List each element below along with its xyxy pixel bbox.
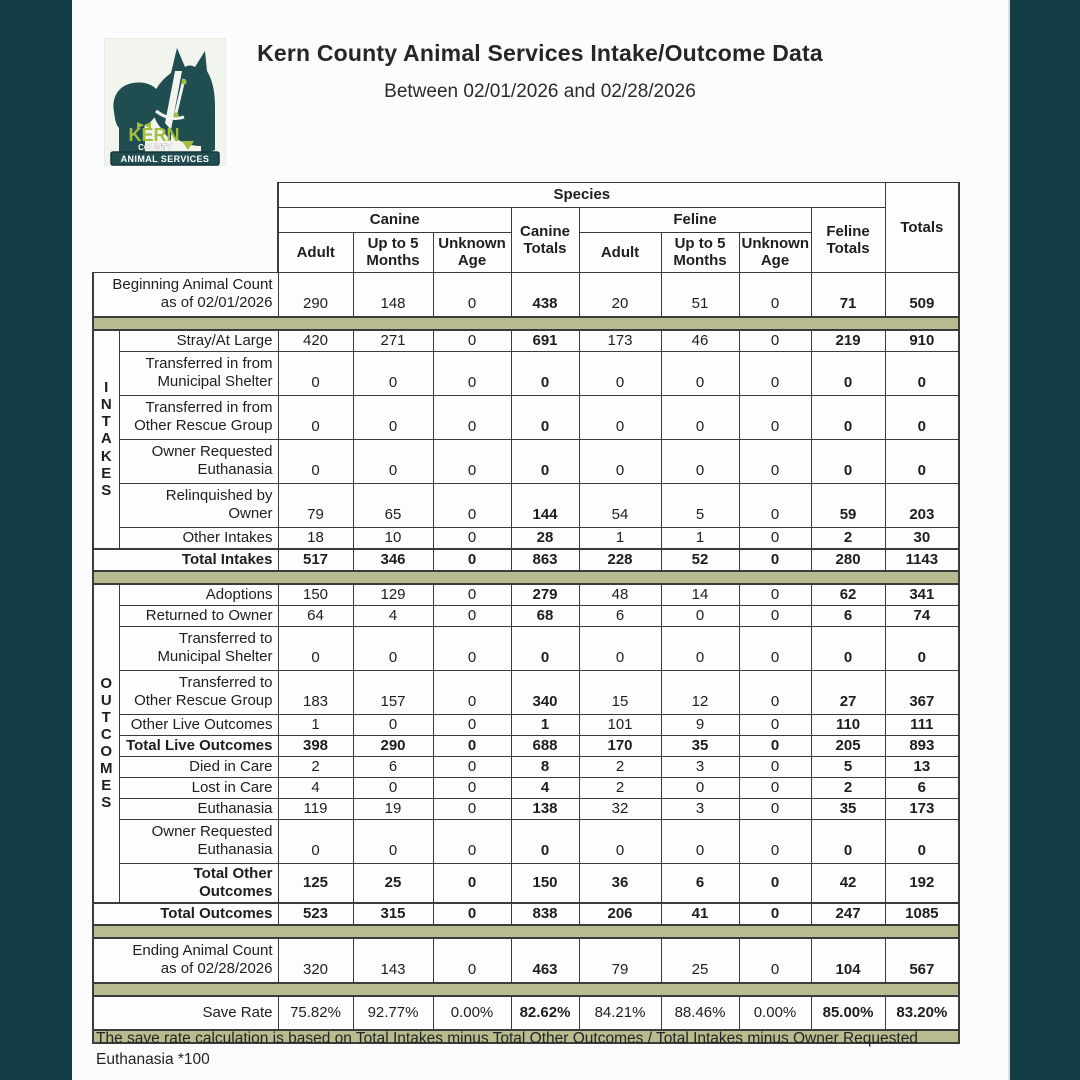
table-row	[93, 626, 959, 670]
value-cell: 183	[278, 670, 353, 714]
table-row	[93, 756, 959, 777]
value-cell: 111	[885, 714, 959, 735]
value-cell: 32	[579, 798, 661, 819]
table-row	[93, 549, 959, 571]
value-cell: 509	[885, 272, 959, 317]
value-cell: 0	[739, 272, 811, 317]
feline-up-to-5-months-header: Up to 5 Months	[661, 233, 739, 273]
value-cell: 41	[661, 903, 739, 925]
value-cell: 1143	[885, 549, 959, 571]
row-label: Transferred in from Municipal Shelter	[119, 351, 278, 395]
value-cell: 62	[811, 584, 885, 606]
value-cell: 0	[739, 670, 811, 714]
header-spacer	[93, 208, 278, 233]
value-cell: 0	[433, 351, 511, 395]
value-cell: 42	[811, 863, 885, 903]
value-cell: 6	[579, 605, 661, 626]
value-cell: 88.46%	[661, 996, 739, 1030]
value-cell: 0	[433, 527, 511, 549]
feline-adult-header: Adult	[579, 233, 661, 273]
value-cell: 219	[811, 330, 885, 352]
value-cell: 0	[579, 626, 661, 670]
table-row	[93, 714, 959, 735]
value-cell: 157	[353, 670, 433, 714]
value-cell: 6	[811, 605, 885, 626]
canine-adult-header: Adult	[278, 233, 353, 273]
header-spacer	[93, 233, 278, 273]
value-cell: 125	[278, 863, 353, 903]
canine-unknown-age-header: Unknown Age	[433, 233, 511, 273]
value-cell: 567	[885, 938, 959, 983]
row-label: Owner Requested Euthanasia	[119, 439, 278, 483]
value-cell: 1	[579, 527, 661, 549]
value-cell: 0	[433, 549, 511, 571]
value-cell: 19	[353, 798, 433, 819]
table-row	[93, 903, 959, 925]
value-cell: 0	[739, 735, 811, 756]
canine-header: Canine	[278, 208, 511, 233]
table-row	[93, 863, 959, 903]
value-cell: 148	[353, 272, 433, 317]
row-label: Transferred to Other Rescue Group	[119, 670, 278, 714]
intake-outcome-table	[92, 182, 960, 1044]
value-cell: 25	[661, 938, 739, 983]
value-cell: 48	[579, 584, 661, 606]
value-cell: 20	[579, 272, 661, 317]
header-spacer	[93, 183, 278, 208]
value-cell: 0	[885, 626, 959, 670]
value-cell: 14	[661, 584, 739, 606]
value-cell: 4	[511, 777, 579, 798]
table-row	[93, 996, 959, 1030]
value-cell: 0	[579, 395, 661, 439]
value-cell: 51	[661, 272, 739, 317]
value-cell: 0	[353, 395, 433, 439]
value-cell: 0	[661, 351, 739, 395]
value-cell: 0	[885, 439, 959, 483]
value-cell: 0	[739, 903, 811, 925]
row-label: Lost in Care	[119, 777, 278, 798]
value-cell: 5	[811, 756, 885, 777]
table-row	[93, 819, 959, 863]
value-cell: 838	[511, 903, 579, 925]
value-cell: 0	[353, 439, 433, 483]
value-cell: 15	[579, 670, 661, 714]
logo-county-text: COUNTY	[138, 143, 172, 152]
value-cell: 0	[433, 439, 511, 483]
value-cell: 0	[885, 819, 959, 863]
row-label: Relinquished by Owner	[119, 483, 278, 527]
value-cell: 2	[811, 777, 885, 798]
value-cell: 0	[661, 626, 739, 670]
value-cell: 170	[579, 735, 661, 756]
value-cell: 0	[739, 714, 811, 735]
value-cell: 0	[433, 395, 511, 439]
value-cell: 3	[661, 798, 739, 819]
value-cell: 0	[661, 439, 739, 483]
row-label: Euthanasia	[119, 798, 278, 819]
value-cell: 36	[579, 863, 661, 903]
value-cell: 0	[511, 351, 579, 395]
value-cell: 6	[885, 777, 959, 798]
value-cell: 0	[353, 819, 433, 863]
table-body	[93, 272, 959, 1043]
value-cell: 35	[811, 798, 885, 819]
value-cell: 0	[579, 819, 661, 863]
value-cell: 82.62%	[511, 996, 579, 1030]
value-cell: 0	[739, 395, 811, 439]
value-cell: 0	[433, 903, 511, 925]
section-separator-bar	[93, 571, 959, 584]
value-cell: 0	[739, 777, 811, 798]
value-cell: 144	[511, 483, 579, 527]
table-row	[93, 330, 959, 352]
value-cell: 691	[511, 330, 579, 352]
table-header	[93, 183, 959, 273]
value-cell: 0	[661, 605, 739, 626]
value-cell: 271	[353, 330, 433, 352]
value-cell: 0	[811, 395, 885, 439]
value-cell: 0	[278, 819, 353, 863]
section-label-outcomes: O U T C O M E S	[93, 584, 119, 903]
value-cell: 0	[278, 351, 353, 395]
value-cell: 104	[811, 938, 885, 983]
value-cell: 0	[885, 351, 959, 395]
value-cell: 0	[739, 330, 811, 352]
value-cell: 290	[278, 272, 353, 317]
canine-up-to-5-months-header: Up to 5 Months	[353, 233, 433, 273]
value-cell: 863	[511, 549, 579, 571]
value-cell: 0	[278, 439, 353, 483]
value-cell: 398	[278, 735, 353, 756]
value-cell: 0	[433, 777, 511, 798]
value-cell: 0	[739, 483, 811, 527]
totals-header: Totals	[885, 183, 959, 273]
value-cell: 0	[278, 395, 353, 439]
value-cell: 101	[579, 714, 661, 735]
value-cell: 71	[811, 272, 885, 317]
value-cell: 0	[739, 756, 811, 777]
value-cell: 0	[739, 605, 811, 626]
row-label: Total Outcomes	[93, 903, 278, 925]
table-row	[93, 605, 959, 626]
row-label: Died in Care	[119, 756, 278, 777]
value-cell: 280	[811, 549, 885, 571]
value-cell: 0	[353, 777, 433, 798]
value-cell: 64	[278, 605, 353, 626]
value-cell: 129	[353, 584, 433, 606]
value-cell: 0	[811, 439, 885, 483]
value-cell: 150	[278, 584, 353, 606]
value-cell: 192	[885, 863, 959, 903]
value-cell: 2	[278, 756, 353, 777]
document-header	[72, 40, 1008, 103]
value-cell: 27	[811, 670, 885, 714]
value-cell: 83.20%	[885, 996, 959, 1030]
save-rate-footnote: The save rate calculation is based on Total Intakes minus Total Other Outcomes / Total Intakes minus Owner Requested Euthanasia *100	[96, 1029, 918, 1069]
row-label: Transferred to Municipal Shelter	[119, 626, 278, 670]
value-cell: 0	[433, 626, 511, 670]
value-cell: 173	[579, 330, 661, 352]
table-row	[93, 351, 959, 395]
value-cell: 0	[433, 735, 511, 756]
value-cell: 463	[511, 938, 579, 983]
value-cell: 0	[739, 938, 811, 983]
value-cell: 0	[433, 584, 511, 606]
table-row	[93, 439, 959, 483]
value-cell: 0	[353, 714, 433, 735]
value-cell: 0	[811, 351, 885, 395]
logo-kern-text: KERN	[128, 125, 180, 145]
value-cell: 0	[433, 605, 511, 626]
row-label: Returned to Owner	[119, 605, 278, 626]
value-cell: 25	[353, 863, 433, 903]
table-row	[93, 735, 959, 756]
table-row	[93, 798, 959, 819]
value-cell: 0	[661, 777, 739, 798]
canine-totals-header: Canine Totals	[511, 208, 579, 273]
value-cell: 0	[353, 351, 433, 395]
value-cell: 0	[739, 527, 811, 549]
value-cell: 173	[885, 798, 959, 819]
row-label: Total Other Outcomes	[119, 863, 278, 903]
value-cell: 0	[433, 483, 511, 527]
value-cell: 46	[661, 330, 739, 352]
value-cell: 0	[579, 351, 661, 395]
value-cell: 0	[433, 670, 511, 714]
row-label: Total Intakes	[93, 549, 278, 571]
value-cell: 0	[433, 938, 511, 983]
value-cell: 119	[278, 798, 353, 819]
value-cell: 5	[661, 483, 739, 527]
value-cell: 6	[353, 756, 433, 777]
value-cell: 2	[579, 756, 661, 777]
value-cell: 1	[278, 714, 353, 735]
value-cell: 0	[278, 626, 353, 670]
table-row	[93, 938, 959, 983]
row-label: Other Intakes	[119, 527, 278, 549]
value-cell: 0	[811, 819, 885, 863]
value-cell: 79	[579, 938, 661, 983]
section-label-intakes: I N T A K E S	[93, 330, 119, 549]
page-title: Kern County Animal Services Intake/Outcome Data	[257, 40, 823, 66]
row-label: Transferred in from Other Rescue Group	[119, 395, 278, 439]
value-cell: 247	[811, 903, 885, 925]
value-cell: 517	[278, 549, 353, 571]
value-cell: 320	[278, 938, 353, 983]
value-cell: 0	[739, 439, 811, 483]
value-cell: 110	[811, 714, 885, 735]
value-cell: 150	[511, 863, 579, 903]
value-cell: 688	[511, 735, 579, 756]
halter-dot	[173, 112, 178, 117]
value-cell: 138	[511, 798, 579, 819]
value-cell: 367	[885, 670, 959, 714]
feline-totals-header: Feline Totals	[811, 208, 885, 273]
value-cell: 0	[433, 330, 511, 352]
value-cell: 0	[511, 819, 579, 863]
feline-header: Feline	[579, 208, 811, 233]
value-cell: 9	[661, 714, 739, 735]
value-cell: 203	[885, 483, 959, 527]
value-cell: 0	[433, 714, 511, 735]
table-row	[93, 670, 959, 714]
value-cell: 910	[885, 330, 959, 352]
value-cell: 79	[278, 483, 353, 527]
date-range-subtitle: Between 02/01/2026 and 02/28/2026	[384, 81, 696, 102]
value-cell: 1085	[885, 903, 959, 925]
value-cell: 346	[353, 549, 433, 571]
value-cell: 1	[661, 527, 739, 549]
value-cell: 0	[811, 626, 885, 670]
value-cell: 290	[353, 735, 433, 756]
row-label: Ending Animal Count as of 02/28/2026	[93, 938, 278, 983]
table-row	[93, 272, 959, 317]
value-cell: 0	[739, 863, 811, 903]
value-cell: 205	[811, 735, 885, 756]
value-cell: 0	[511, 395, 579, 439]
value-cell: 13	[885, 756, 959, 777]
value-cell: 438	[511, 272, 579, 317]
value-cell: 0	[433, 863, 511, 903]
value-cell: 92.77%	[353, 996, 433, 1030]
value-cell: 315	[353, 903, 433, 925]
value-cell: 84.21%	[579, 996, 661, 1030]
value-cell: 228	[579, 549, 661, 571]
value-cell: 0	[739, 798, 811, 819]
value-cell: 143	[353, 938, 433, 983]
value-cell: 523	[278, 903, 353, 925]
value-cell: 206	[579, 903, 661, 925]
value-cell: 4	[278, 777, 353, 798]
value-cell: 28	[511, 527, 579, 549]
value-cell: 10	[353, 527, 433, 549]
value-cell: 1	[511, 714, 579, 735]
value-cell: 4	[353, 605, 433, 626]
value-cell: 0	[511, 439, 579, 483]
value-cell: 35	[661, 735, 739, 756]
intake-outcome-table-wrap	[92, 182, 960, 1044]
value-cell: 2	[579, 777, 661, 798]
value-cell: 0	[739, 819, 811, 863]
value-cell: 0	[739, 584, 811, 606]
row-label: Total Live Outcomes	[119, 735, 278, 756]
value-cell: 74	[885, 605, 959, 626]
value-cell: 0.00%	[739, 996, 811, 1030]
value-cell: 59	[811, 483, 885, 527]
value-cell: 6	[661, 863, 739, 903]
value-cell: 12	[661, 670, 739, 714]
value-cell: 18	[278, 527, 353, 549]
row-label: Save Rate	[93, 996, 278, 1030]
feline-unknown-age-header: Unknown Age	[739, 233, 811, 273]
value-cell: 0	[739, 351, 811, 395]
value-cell: 52	[661, 549, 739, 571]
section-separator-bar	[93, 983, 959, 996]
value-cell: 893	[885, 735, 959, 756]
logo-banner-text: ANIMAL SERVICES	[120, 154, 210, 164]
value-cell: 75.82%	[278, 996, 353, 1030]
value-cell: 341	[885, 584, 959, 606]
value-cell: 30	[885, 527, 959, 549]
value-cell: 0	[433, 819, 511, 863]
value-cell: 65	[353, 483, 433, 527]
value-cell: 0	[739, 549, 811, 571]
value-cell: 0	[661, 395, 739, 439]
row-label: Owner Requested Euthanasia	[119, 819, 278, 863]
value-cell: 0	[661, 819, 739, 863]
table-row	[93, 483, 959, 527]
value-cell: 0	[511, 626, 579, 670]
table-row	[93, 584, 959, 606]
value-cell: 279	[511, 584, 579, 606]
value-cell: 2	[811, 527, 885, 549]
value-cell: 0	[433, 798, 511, 819]
row-label: Stray/At Large	[119, 330, 278, 352]
value-cell: 0	[353, 626, 433, 670]
value-cell: 68	[511, 605, 579, 626]
section-separator-bar	[93, 925, 959, 938]
row-label: Other Live Outcomes	[119, 714, 278, 735]
value-cell: 420	[278, 330, 353, 352]
value-cell: 0	[739, 626, 811, 670]
value-cell: 0	[579, 439, 661, 483]
value-cell: 0	[433, 272, 511, 317]
section-separator-bar	[93, 317, 959, 330]
table-row	[93, 777, 959, 798]
table-row	[93, 527, 959, 549]
value-cell: 0	[433, 756, 511, 777]
value-cell: 8	[511, 756, 579, 777]
species-header: Species	[278, 183, 885, 208]
row-label: Beginning Animal Count as of 02/01/2026	[93, 272, 278, 317]
value-cell: 0.00%	[433, 996, 511, 1030]
value-cell: 85.00%	[811, 996, 885, 1030]
value-cell: 54	[579, 483, 661, 527]
value-cell: 340	[511, 670, 579, 714]
value-cell: 3	[661, 756, 739, 777]
value-cell: 0	[885, 395, 959, 439]
table-row	[93, 395, 959, 439]
document-page	[72, 0, 1010, 1080]
row-label: Adoptions	[119, 584, 278, 606]
